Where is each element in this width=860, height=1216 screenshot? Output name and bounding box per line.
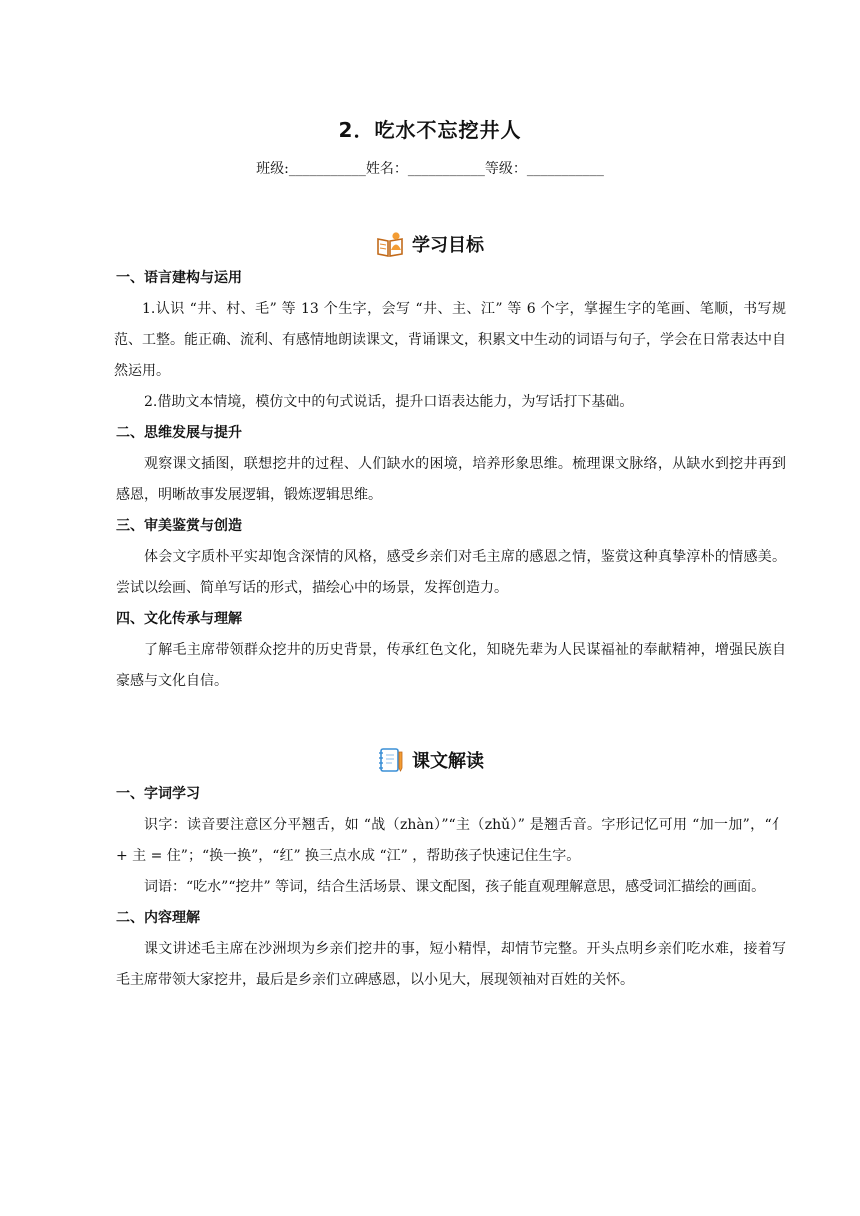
objective-thinking-para: 观察课文插图，联想挖井的过程、人们缺水的困境，培养形象思维。梳理课文脉络，从缺水到挖井再到感恩，明晰故事发展逻辑，锻炼逻辑思维。 — [116, 456, 786, 503]
objective-aesthetic-para: 体会文字质朴平实却饱含深情的风格，感受乡亲们对毛主席的感恩之情，鉴赏这种真挚淳朴的情感美。尝试以绘画、简单写话的形式，描绘心中的场景，发挥创造力。 — [116, 549, 786, 596]
reading-vocab-title: 一、字词学习 — [116, 786, 200, 802]
objective-language-title: 一、语言建构与运用 — [116, 270, 242, 286]
objective-aesthetic-title: 三、审美鉴赏与创造 — [116, 518, 242, 534]
objective-language-para-2: 2.借助文本情境，模仿文中的句式说话，提升口语表达能力，为写话打下基础。 — [144, 394, 634, 410]
reading-vocab-para-1: 识字：读音要注意区分平翘舌，如 “战（zhàn）”“主（zhǔ）” 是翘舌音。字形记忆可用 “加一加”，“亻 + 主 = 住”；“换一换”，“红” 换三点水成 “江” ，帮助孩子快速记住生字。 — [116, 817, 786, 864]
objective-language-para-1: 1.认识 “井、村、毛” 等 13 个生字，会写 “井、主、江” 等 6 个字，掌握生字的笔画、笔顺，书写规范、工整。能正确、流利、有感情地朗读课文，背诵课文，积累文中生动的词语与句子，学会在日常表达中自然运用。 — [114, 301, 786, 379]
objectives-heading — [0, 230, 860, 258]
reading-vocab-para-2: 词语：“吃水”“挖井” 等词，结合生活场景、课文配图，孩子能直观理解意思，感受词汇描绘的画面。 — [144, 879, 766, 895]
page-title: 2．吃水不忘挖井人 — [338, 118, 522, 142]
student-info-line: 班级:___________姓名：___________等级：___________ — [256, 161, 604, 177]
objectives-body — [116, 263, 786, 697]
reading-heading — [0, 746, 860, 774]
reading-body — [116, 779, 786, 996]
notebook-pencil-icon — [376, 746, 404, 774]
objective-thinking-title: 二、思维发展与提升 — [116, 425, 242, 441]
reading-person-icon — [376, 230, 404, 258]
objective-culture-title: 四、文化传承与理解 — [116, 611, 242, 627]
reading-heading-label: 课文解读 — [412, 751, 484, 772]
objective-culture-para: 了解毛主席带领群众挖井的历史背景，传承红色文化，知晓先辈为人民谋福祉的奉献精神，增强民族自豪感与文化自信。 — [116, 642, 786, 689]
reading-content-para: 课文讲述毛主席在沙洲坝为乡亲们挖井的事，短小精悍，却情节完整。开头点明乡亲们吃水难，接着写毛主席带领大家挖井，最后是乡亲们立碑感恩，以小见大，展现领袖对百姓的关怀。 — [116, 941, 786, 988]
objectives-heading-label: 学习目标 — [412, 235, 484, 256]
reading-content-title: 二、内容理解 — [116, 910, 200, 926]
